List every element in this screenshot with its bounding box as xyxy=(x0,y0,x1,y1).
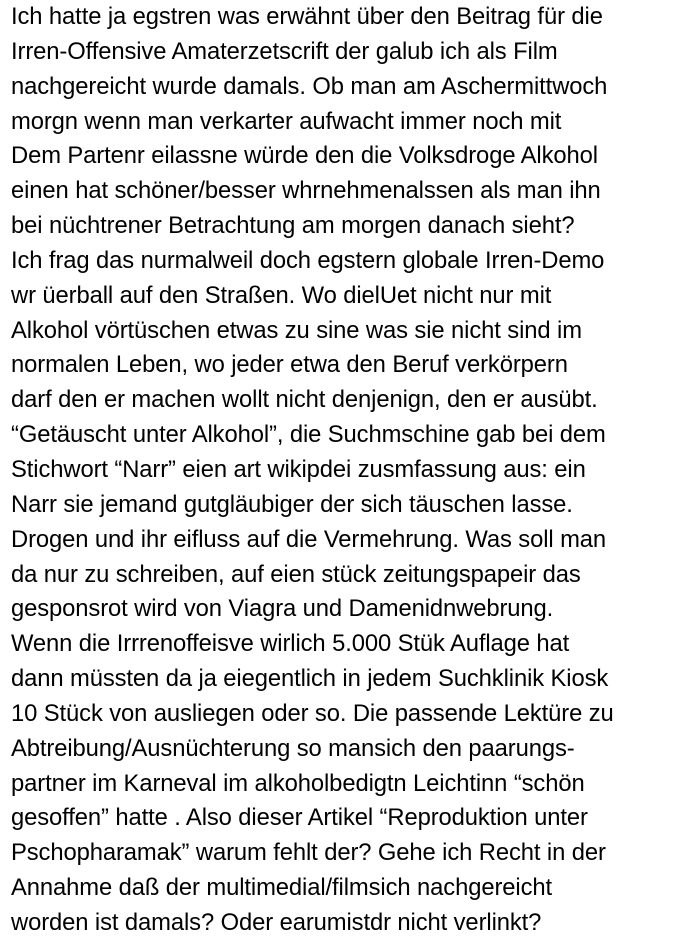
text-line: Stichwort “Narr” eien art wikipdei zusmfassung aus: ein xyxy=(11,455,586,483)
text-line: 10 Stück von ausliegen oder so. Die passende Lektüre zu xyxy=(11,699,614,727)
text-line: worden ist damals? Oder earumistdr nicht verlinkt? xyxy=(11,908,542,936)
text-line: Alkohol vörtüschen etwas zu sine was sie nicht sind im xyxy=(11,316,582,344)
text-line: dann müssten da ja eiegentlich in jedem Suchklinik Kiosk xyxy=(11,665,609,693)
text-line: einen hat schöner/besser whrnehmenalssen als man ihn xyxy=(11,177,601,205)
text-line: Irren-Offensive Amaterzetscrift der galub ich als Film xyxy=(11,37,558,65)
text-line: Ich frag das nurmalweil doch egstern globale Irren-Demo xyxy=(11,246,605,274)
text-line: gesoffen” hatte . Also dieser Artikel “Reproduktion unter xyxy=(11,804,588,832)
text-line: morgn wenn man verkarter aufwacht immer noch mit xyxy=(11,107,562,135)
text-line: wr üerball auf den Straßen. Wo dielUet nicht nur mit xyxy=(11,281,552,309)
text-line: Drogen und ihr eifluss auf die Vermehrung. Was soll man xyxy=(11,525,607,553)
text-line: darf den er machen wollt nicht denjenign, den er ausübt. xyxy=(11,386,598,414)
text-line: bei nüchtrener Betrachtung am morgen danach sieht? xyxy=(11,212,575,240)
text-line: Narr sie jemand gutgläubiger der sich täuschen lasse. xyxy=(11,490,573,518)
text-line: Dem Partenr eilassne würde den die Volksdroge Alkohol xyxy=(11,142,598,170)
text-line: Pschopharamak” warum fehlt der? Gehe ich Recht in der xyxy=(11,839,606,867)
text-line: “Getäuscht unter Alkohol”, die Suchmschine gab bei dem xyxy=(11,421,606,449)
text-line: Ich hatte ja egstren was erwähnt über den Beitrag für die xyxy=(11,3,603,30)
text-line: gesponsrot wird von Viagra und Damenidnwebrung. xyxy=(11,595,554,623)
document-text xyxy=(11,0,683,941)
text-line: Annahme daß der multimedial/filmsich nachgereicht xyxy=(11,874,553,902)
text-line: nachgereicht wurde damals. Ob man am Aschermittwoch xyxy=(11,72,608,100)
text-line: Abtreibung/Ausnüchterung so mansich den paarungs- xyxy=(11,734,575,762)
text-line: Wenn die Irrrenoffeisve wirlich 5.000 Stük Auflage hat xyxy=(11,630,570,658)
text-line: partner im Karneval im alkoholbedigtn Leichtinn “schön xyxy=(11,769,585,797)
text-line: normalen Leben, wo jeder etwa den Beruf verkörpern xyxy=(11,351,568,379)
text-line: da nur zu schreiben, auf eien stück zeitungspapeir das xyxy=(11,560,581,588)
